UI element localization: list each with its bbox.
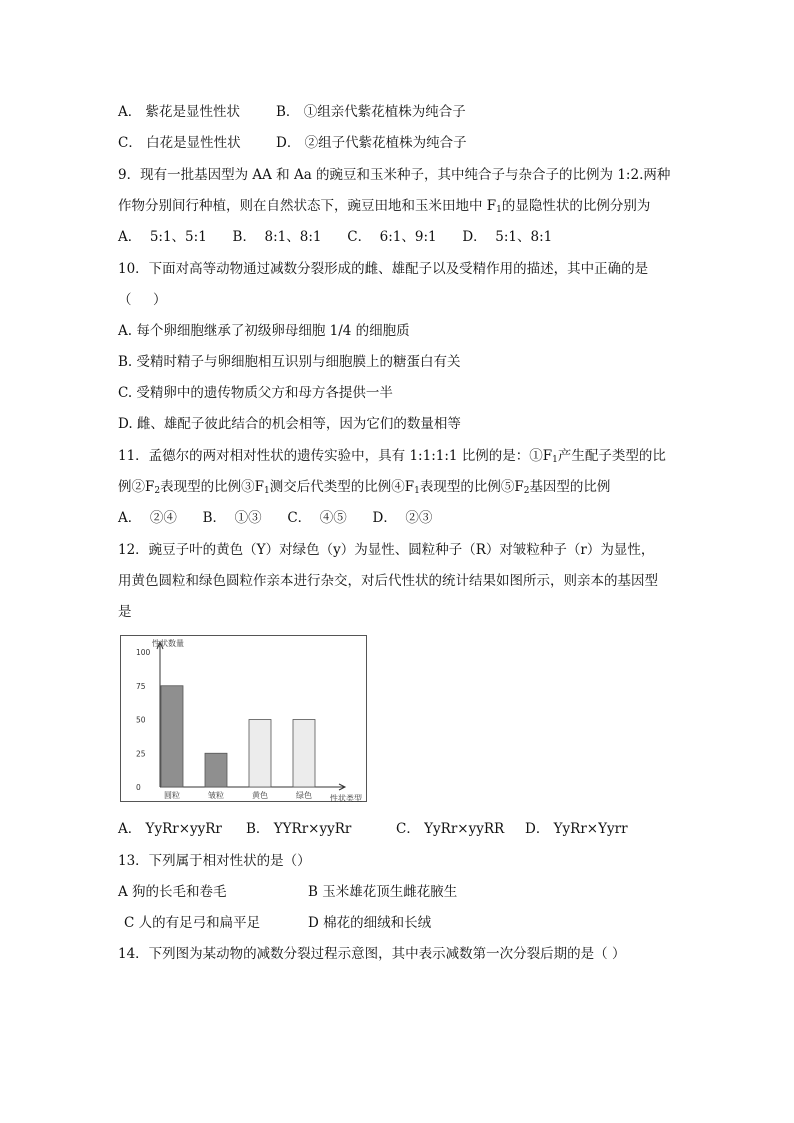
y-axis-label: 性状数量: [152, 639, 184, 648]
q12-option-c: C． YyRr×yyRR: [396, 821, 505, 837]
y-tick-label: 25: [136, 749, 146, 759]
q11-stem-line-2: 例$②F_2$表现型的比例$③F_1$测交后代类型的比例$④F_1$表现型的比例$⑤F_2$基因型的比例: [118, 479, 611, 496]
chart-frame: [121, 636, 367, 802]
q9-options: A． 5:1、5:1 B． 8:1、8:1 C． 6:1、9:1 D． 5:1、8:1: [118, 229, 553, 245]
q9-stem-line-1: 9．现有一批基因型为 AA 和 Aa 的豌豆和玉米种子，其中纯合子与杂合子的比例为 1:2.两种: [118, 167, 671, 183]
q8-option-c: C． 白花是显性性状: [118, 135, 241, 151]
x-axis-label: 性状类型: [330, 794, 362, 803]
q13-option-d: D 棉花的细绒和长绒: [308, 915, 432, 931]
q11-options: A． ②④ B． ①③ C． ④⑤ D． ②③: [118, 510, 433, 526]
q10-stem-line-1: 10．下面对高等动物通过减数分裂形成的雌、雄配子以及受精作用的描述，其中正确的是: [118, 261, 649, 277]
x-tick-label: 黄色: [252, 791, 268, 800]
q13-option-c: C 人的有足弓和扁平足: [124, 915, 261, 931]
q10-option-d: D. 雌、雄配子彼此结合的机会相等，因为它们的数量相等: [118, 416, 461, 432]
q8-option-b: B． ①组亲代紫花植株为纯合子: [276, 104, 466, 120]
x-tick-label: 圆粒: [164, 791, 180, 800]
x-tick-label: 皱粒: [208, 791, 224, 800]
q10-stem-line-2: （ ）: [118, 292, 167, 308]
x-tick-label: 绿色: [296, 791, 312, 800]
q10-option-c: C. 受精卵中的遗传物质父方和母方各提供一半: [118, 385, 393, 401]
bar-1: [161, 686, 183, 787]
q10-option-b: B. 受精时精子与卵细胞相互识别与细胞膜上的糖蛋白有关: [118, 354, 461, 370]
q13-stem: 13．下列属于相对性状的是（）: [118, 853, 311, 869]
q13-option-a: A 狗的长毛和卷毛: [118, 884, 227, 900]
bar-4: [293, 720, 315, 788]
trait-bar-chart: [120, 635, 368, 803]
q12-option-b: B． YYRr×yyRr: [246, 821, 352, 837]
bar-2: [205, 753, 227, 787]
q8-option-a: A． 紫花是显性性状: [118, 104, 241, 120]
q12-stem-line-1: 12．豌豆子叶的黄色（Y）对绿色（y）为显性、圆粒种子（R）对皱粒种子（r）为显性，: [118, 542, 655, 558]
q11-stem-line-1: 11．孟德尔的两对相对性状的遗传实验中，具有 1:1:1:1 比例的是：$①F_1$产生配子类型的比: [118, 448, 666, 465]
q8-option-d: D． ②组子代紫花植株为纯合子: [276, 135, 467, 151]
q12-option-a: A． YyRr×yyRr: [118, 821, 222, 837]
q9-stem-line-2: 作物分别间行种植，则在自然状态下，豌豆田地和玉米田地中 $F_1$的显隐性状的比例分别为: [118, 198, 651, 215]
q12-stem-line-3: 是: [118, 604, 132, 620]
y-tick-label: 50: [136, 715, 146, 725]
y-tick-label: 75: [136, 681, 146, 691]
bar-3: [249, 720, 271, 788]
q14-stem: 14．下列图为某动物的减数分裂过程示意图，其中表示减数第一次分裂后期的是（ ）: [118, 946, 626, 962]
q13-option-b: B 玉米雄花顶生雌花腋生: [308, 884, 458, 900]
y-tick-label: 0: [136, 783, 141, 792]
q12-stem-line-2: 用黄色圆粒和绿色圆粒作亲本进行杂交，对后代性状的统计结果如图所示，则亲本的基因型: [118, 573, 658, 589]
q12-option-d: D． YyRr×Yyrr: [525, 821, 628, 837]
q10-option-a: A. 每个卵细胞继承了初级卵母细胞 1/4 的细胞质: [118, 323, 410, 339]
y-tick-label: 100: [136, 648, 151, 657]
